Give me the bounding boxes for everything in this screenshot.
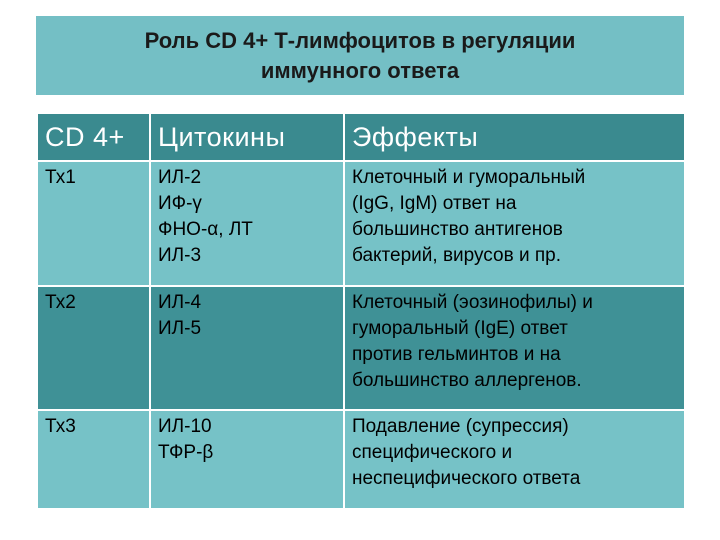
- cell-th1-type: [37, 161, 150, 286]
- header-effects: Эффекты: [344, 113, 685, 161]
- effect-line: (IgG, IgM) ответ на: [352, 193, 517, 214]
- effect-line: неспецифического ответа: [352, 468, 581, 489]
- cytokine-item: ИФ-γ: [158, 193, 202, 214]
- effect-line: большинство аллергенов.: [352, 370, 582, 391]
- slide-title-line-2: иммунного ответа: [260, 57, 460, 83]
- effect-line: Клеточный и гуморальный: [352, 167, 586, 188]
- cytokine-item: ИЛ-10: [158, 416, 212, 437]
- cytokine-item: ИЛ-4: [158, 292, 202, 313]
- cytokine-item: ИЛ-5: [158, 318, 202, 339]
- effect-line: большинство антигенов: [352, 219, 563, 240]
- cell-th3-effects: [344, 410, 685, 509]
- effect-line: Подавление (супрессия): [352, 416, 569, 437]
- cytokine-item: ИЛ-2: [158, 167, 202, 188]
- table-header-row: [37, 113, 685, 161]
- cytokine-item: ИЛ-3: [158, 245, 202, 266]
- cell-th2-cytokines: [150, 286, 344, 410]
- effect-line: бактерий, вирусов и пр.: [352, 245, 561, 266]
- slide-title-box: [36, 16, 684, 95]
- effect-line: против гельминтов и на: [352, 344, 561, 365]
- cell-th2-type: [37, 286, 150, 410]
- cytokine-item: ФНО-α, ЛТ: [158, 219, 253, 240]
- header-cd4: CD 4+: [37, 113, 150, 161]
- table-row-th3: [37, 410, 685, 509]
- slide-title-line-1: Роль CD 4+ Т-лимфоцитов в регуляции: [144, 27, 576, 53]
- cell-th3-type: [37, 410, 150, 509]
- cell-th3-cytokines: [150, 410, 344, 509]
- effect-line: специфического и: [352, 442, 513, 463]
- cell-th2-effects: [344, 286, 685, 410]
- effect-line: гуморальный (IgE) ответ: [352, 318, 568, 339]
- cell-th1-label: Тх1: [45, 167, 76, 188]
- header-cytokines: Цитокины: [150, 113, 344, 161]
- effect-line: Клеточный (эозинофилы) и: [352, 292, 593, 313]
- cell-th2-label: Тх2: [45, 292, 76, 313]
- cell-th3-label: Тх3: [45, 416, 76, 437]
- table-row-th1: [37, 161, 685, 286]
- cd4-regulation-table: [36, 112, 686, 510]
- cell-th1-effects: [344, 161, 685, 286]
- cell-th1-cytokines: [150, 161, 344, 286]
- cytokine-item: ТФР-β: [158, 442, 214, 463]
- table-row-th2: [37, 286, 685, 410]
